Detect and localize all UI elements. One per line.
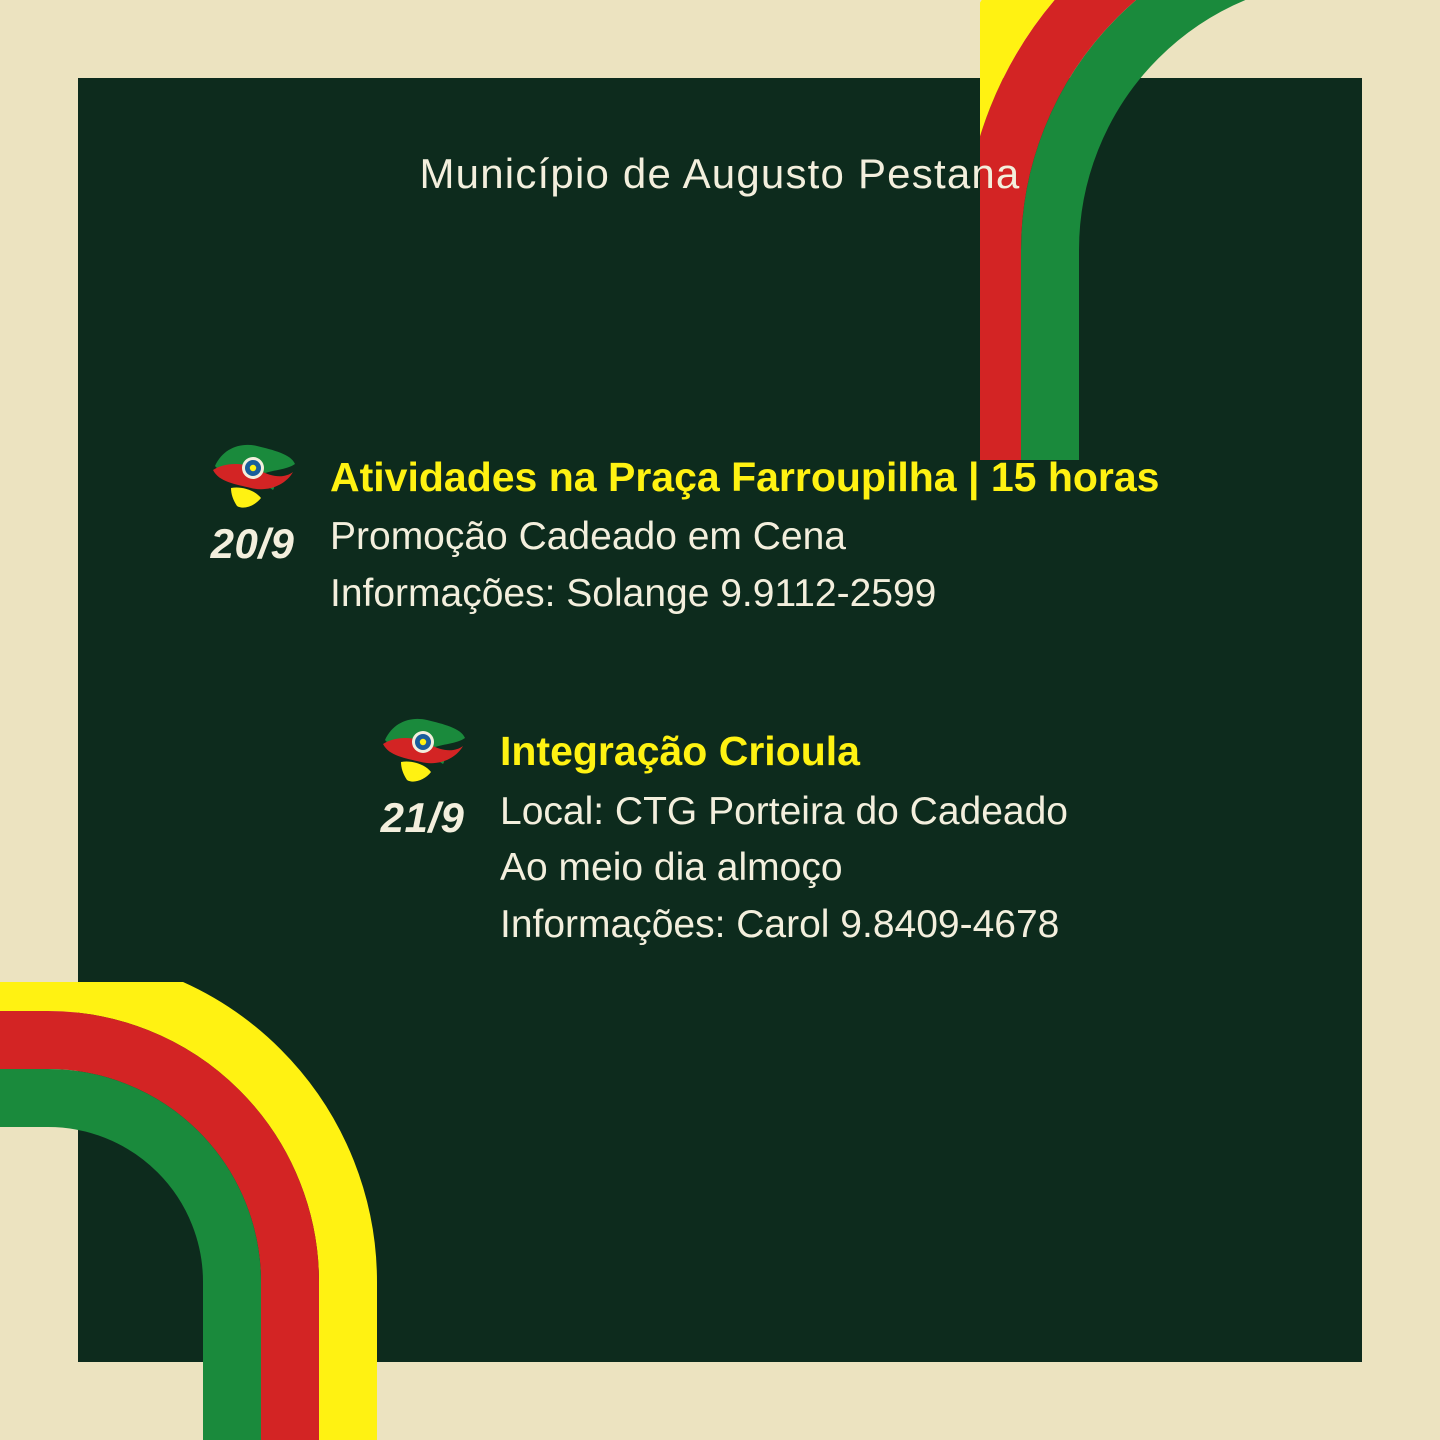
list-item bbox=[0, 440, 1440, 622]
event-date-column bbox=[345, 714, 500, 842]
event-details bbox=[500, 714, 1068, 953]
event-date: 21/9 bbox=[380, 794, 465, 842]
event-date-column bbox=[175, 440, 330, 568]
event-title: Atividades na Praça Farroupilha | 15 horas bbox=[330, 454, 1160, 500]
event-line: Ao meio dia almoço bbox=[500, 846, 843, 890]
event-date: 20/9 bbox=[210, 520, 295, 567]
event-details bbox=[330, 440, 1160, 622]
event-title: Integração Crioula bbox=[500, 728, 860, 775]
events-list bbox=[0, 440, 1440, 1045]
rio-grande-do-sul-flag-icon bbox=[207, 440, 299, 514]
event-line: Promoção Cadeado em Cena bbox=[330, 515, 846, 559]
event-line: Informações: Carol 9.8409-4678 bbox=[500, 902, 1060, 946]
rio-grande-do-sul-flag-icon bbox=[377, 714, 469, 788]
event-line: Informações: Solange 9.9112-2599 bbox=[330, 571, 937, 615]
list-item bbox=[0, 714, 1440, 953]
page-title: Município de Augusto Pestana bbox=[419, 150, 1021, 197]
event-line: Local: CTG Porteira do Cadeado bbox=[500, 789, 1068, 833]
